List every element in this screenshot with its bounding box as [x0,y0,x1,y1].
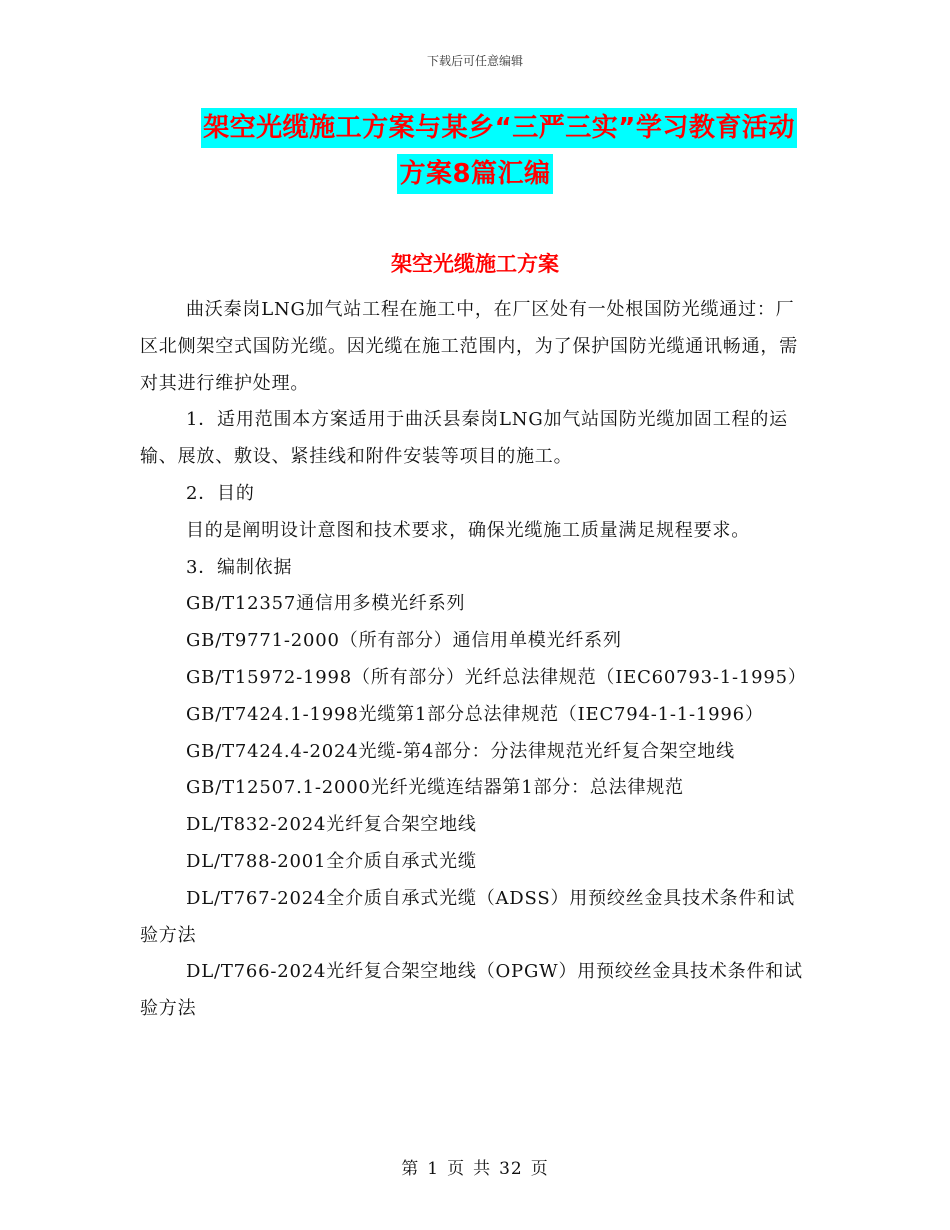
page-total: 32 [499,1159,523,1179]
standard-item: DL/T788-2001全介质自承式光缆 [186,850,477,872]
total-unit: 页 [530,1159,549,1179]
section-title: 架空光缆施工方案 [391,252,559,276]
total-label: 共 [473,1159,492,1179]
page-unit: 页 [447,1159,466,1179]
standard-item: GB/T12357通信用多模光纤系列 [186,593,466,615]
standard-item: DL/T767-2024全介质自承式光缆（ADSS）用预绞丝金具技术条件和试验方法 [140,887,795,946]
title-line-2: 方案8篇汇编 [397,154,552,194]
header-note: 下载后可任意编辑 [426,54,523,68]
paragraph-purpose: 目的是阐明设计意图和技术要求，确保光缆施工质量满足规程要求。 [186,519,750,541]
standard-item: GB/T7424.1-1998光缆第1部分总法律规范（IEC794-1-1-1996） [186,703,764,725]
page-current: 1 [427,1159,440,1179]
paragraph-intro: 曲沃秦岗LNG加气站工程在施工中，在厂区处有一处根国防光缆通过：厂区北侧架空式国防光缆。因光缆在施工范围内，为了保护国防光缆通讯畅通，需对其进行维护处理。 [140,299,798,394]
heading-basis: 3．编制依据 [186,556,293,578]
paragraph-scope: 1．适用范围本方案适用于曲沃县秦岗LNG加气站国防光缆加固工程的运输、展放、敷设、紧挂线和附件安装等项目的施工。 [140,409,788,468]
standard-item: DL/T832-2024光纤复合架空地线 [186,814,477,836]
title-line-1: 架空光缆施工方案与某乡“三严三实”学习教育活动 [201,108,797,148]
standard-item: DL/T766-2024光纤复合架空地线（OPGW）用预绞丝金具技术条件和试验方法 [140,961,803,1020]
page-footer [0,1154,950,1179]
standard-item: GB/T15972-1998（所有部分）光纤总法律规范（IEC60793-1-1995） [186,666,807,688]
standard-item: GB/T12507.1-2000光纤光缆连结器第1部分：总法律规范 [186,777,684,799]
page-label: 第 [401,1159,420,1179]
document-title [0,108,950,200]
document-body [140,292,810,1028]
standard-item: GB/T9771-2000（所有部分）通信用单模光纤系列 [186,630,622,652]
heading-purpose: 2．目的 [186,482,255,504]
standard-item: GB/T7424.4-2024光缆-第4部分：分法律规范光纤复合架空地线 [186,740,735,762]
